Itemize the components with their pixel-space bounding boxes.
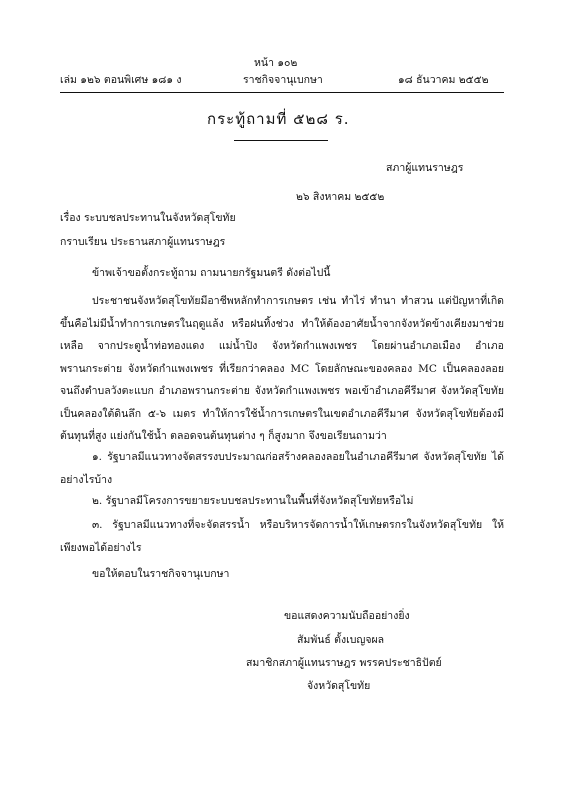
header-date: ๑๘ ธันวาคม ๒๕๕๒: [398, 74, 489, 86]
document-title: กระทู้ถามที่ ๕๒๘ ร.: [207, 110, 350, 128]
header-page-number: หน้า ๑๐๒: [254, 57, 298, 69]
signature-position: สมาชิกสภาผู้แทนราษฎร พรรคประชาธิปัตย์: [246, 657, 442, 669]
header-gazette-name: ราชกิจจานุเบกษา: [243, 74, 323, 86]
intro-line: ข้าพเจ้าขอตั้งกระทู้ถาม ถามนายกรัฐมนตรี ดังต่อไปนี้: [92, 267, 331, 279]
header-volume: เล่ม ๑๒๖ ตอนพิเศษ ๑๘๑ ง: [60, 74, 182, 86]
signature-name: สัมพันธ์ ตั้งเบญจผล: [297, 634, 385, 646]
closing-request: ขอให้ตอบในราชกิจจานุเบกษา: [92, 568, 230, 580]
recipient-org: สภาผู้แทนราษฎร: [386, 162, 464, 174]
question-item: ๓. รัฐบาลมีแนวทางที่จะจัดสรรน้ำ หรือบริหารจัดการน้ำให้เกษตรกรในจังหวัดสุโขทัย ให้เพียงพอได้อย่างไร: [60, 519, 504, 554]
question-item: ๒. รัฐบาลมีโครงการขยายระบบชลประทานในพื้นที่จังหวัดสุโขทัยหรือไม่: [92, 495, 414, 507]
subject-line: เรื่อง ระบบชลประทานในจังหวัดสุโขทัย: [60, 212, 236, 224]
document-date: ๒๖ สิงหาคม ๒๕๕๒: [296, 191, 385, 203]
body-paragraph: ประชาชนจังหวัดสุโขทัยมีอาชีพหลักทำการเกษตร เช่น ทำไร่ ทำนา ทำสวน แต่ปัญหาที่เกิดขึ้นคือไม่มีน้ำทำการเกษตรในฤดูแล้ง หรือฝนทิ้งช่วง ทำให้ต้องอาศัยน้ำจากจังหวัดข้างเคียงมาช่วยเหลือ จากประตูน้ำท่อทองแดง แม่น้ำปิง จังหวัดกำแพงเพชร โดยผ่านอำเภอเมือง อำเภอพรานกระต่าย จังหวัดกำแพงเพชร ที่เรียกว่าคลอง MC โดยลักษณะของคลอง MC เป็นคลองลอยจนถึงตำบลวังตะแบก อำเภอพรานกระต่าย จังหวัดกำแพงเพชร พอเข้าอำเภอคีรีมาศ จังหวัดสุโขทัย เป็นคลองใต้ดินลึก ๕-๖ เมตร ทำให้การใช้น้ำการเกษตรในเขตอำเภอคีรีมาศ จังหวัดสุโขทัยต้องมีต้นทุนที่สูง แย่งกันใช้น้ำ ตลอดจนต้นทุนต่าง ๆ ก็สูงมาก จึงขอเรียนถามว่า: [60, 295, 504, 442]
question-item: ๑. รัฐบาลมีแนวทางจัดสรรงบประมาณก่อสร้างคลองลอยในอำเภอคีรีมาศ จังหวัดสุโขทัย ได้อย่างไรบ้าง: [60, 451, 504, 486]
header-rule: [60, 92, 504, 93]
title-underline: [234, 140, 328, 141]
salutation-line: กราบเรียน ประธานสภาผู้แทนราษฎร: [60, 236, 226, 248]
signature-province: จังหวัดสุโขทัย: [307, 680, 371, 692]
signature-regards: ขอแสดงความนับถืออย่างยิ่ง: [284, 610, 410, 622]
